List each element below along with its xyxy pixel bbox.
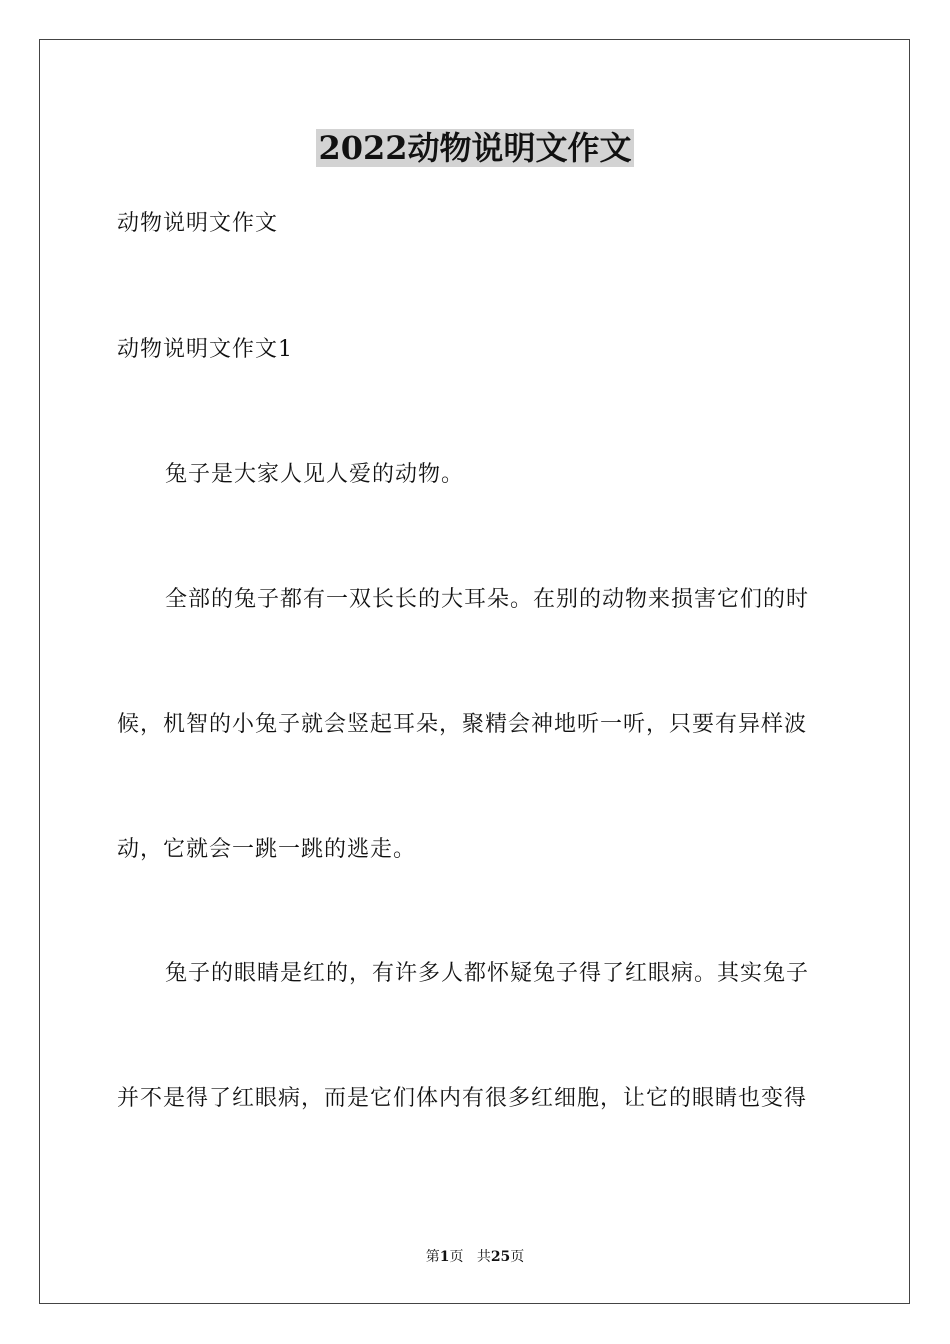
total-pages: 25 xyxy=(490,1249,511,1265)
page-suffix: 页 xyxy=(449,1249,464,1265)
total-prefix: 共 xyxy=(476,1249,491,1265)
paragraph-line: 全部的兔子都有一双长长的大耳朵。在别的动物来损害它们的时 xyxy=(165,587,810,612)
total-suffix: 页 xyxy=(510,1249,525,1265)
section-heading: 动物说明文作文1 xyxy=(117,337,293,362)
page-number: 1 xyxy=(439,1249,450,1265)
paragraph-line: 并不是得了红眼病，而是它们体内有很多红细胞，让它的眼睛也变得 xyxy=(117,1086,808,1111)
document-title-container xyxy=(0,128,950,168)
paragraph-line: 动，它就会一跳一跳的逃走。 xyxy=(117,837,417,862)
paragraph-line: 兔子的眼睛是红的，有许多人都怀疑兔子得了红眼病。其实兔子 xyxy=(165,961,810,986)
page-footer xyxy=(0,1248,950,1266)
paragraph-line: 候，机智的小兔子就会竖起耳朵，聚精会神地听一听，只要有异样波 xyxy=(117,712,808,737)
document-subtitle: 动物说明文作文 xyxy=(117,211,279,236)
page-prefix: 第 xyxy=(425,1249,440,1265)
paragraph-line: 兔子是大家人见人爱的动物。 xyxy=(165,462,465,487)
document-title: 2022动物说明文作文 xyxy=(318,129,632,167)
